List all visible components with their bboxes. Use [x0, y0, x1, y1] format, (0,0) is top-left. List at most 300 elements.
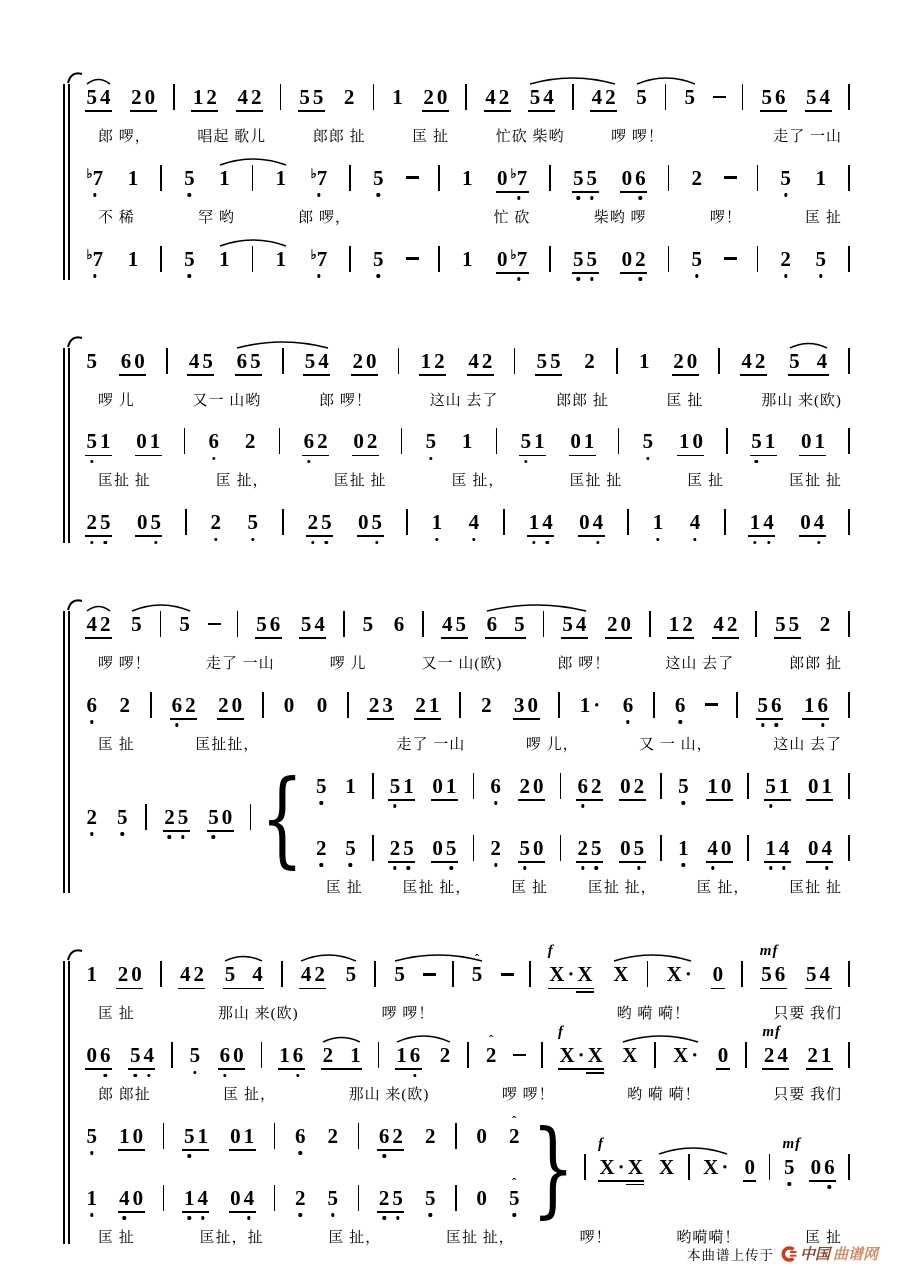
lyric-group: 郎郎 扯 — [789, 656, 842, 672]
note-token — [577, 512, 606, 533]
flat-sign: ♭ — [510, 165, 517, 181]
note-token — [597, 1135, 645, 1179]
note-digit: 0 — [353, 429, 364, 454]
barline — [665, 84, 667, 110]
note-digit: 1 — [192, 85, 204, 109]
lyric-group — [414, 209, 430, 228]
barline — [282, 509, 284, 535]
eighth-underline — [806, 799, 833, 801]
note-digit: 2 — [425, 1123, 436, 1148]
note-digit: 3 — [514, 692, 525, 717]
lyric-group: 那山 来(欧) — [761, 392, 842, 409]
note-token — [798, 431, 827, 452]
note-digit: 1 — [392, 85, 403, 109]
octave-dot — [90, 460, 93, 463]
note-digit: 1 — [651, 512, 665, 533]
eighth-underline — [116, 988, 143, 990]
octave-dot — [193, 1071, 196, 1074]
note-digit: 5 — [304, 348, 316, 373]
note-digit: 4 — [541, 512, 555, 533]
eighth-underline — [619, 861, 646, 863]
note-digit: 2 — [119, 692, 130, 717]
eighth-underline — [170, 718, 197, 720]
octave-dot — [90, 541, 93, 544]
note-digit: 3 — [382, 692, 393, 717]
note-digit: 4 — [442, 612, 453, 636]
octave-dot — [494, 801, 497, 804]
note-digit: ♭7 — [309, 249, 329, 270]
note-token — [117, 1185, 146, 1210]
note-token — [466, 348, 495, 373]
barline — [529, 961, 531, 987]
notes-row — [82, 1109, 524, 1165]
note-digit: 1 — [219, 165, 230, 190]
lyric-group: 郎 啰， — [298, 209, 351, 226]
logo-text-site: 曲谱网 — [832, 1247, 878, 1263]
octave-dot — [90, 832, 93, 835]
note-digit: · — [617, 1154, 625, 1179]
note-digit: 6 — [634, 168, 648, 189]
octave-dot — [787, 1182, 790, 1185]
notes-row — [82, 151, 852, 207]
octave-dot — [377, 193, 380, 196]
note-digit: 1 — [428, 692, 440, 717]
eighth-underline — [367, 718, 394, 720]
note-token — [376, 1123, 405, 1148]
octave-dot — [819, 274, 822, 277]
note-digit: 5 — [677, 776, 691, 797]
octave-dot — [513, 1213, 516, 1216]
note-token — [177, 614, 193, 635]
grand-staff-row — [82, 1106, 852, 1229]
note-token — [206, 804, 235, 829]
barline — [347, 692, 349, 718]
barline — [848, 773, 850, 799]
note-digit: 5 — [550, 348, 561, 373]
note-digit: X — [559, 1043, 575, 1067]
note-digit: 0 — [358, 510, 369, 534]
note-digit: 2 — [85, 512, 99, 533]
note-token — [506, 1174, 522, 1210]
octave-dot — [637, 866, 640, 869]
note-digit: · — [721, 1154, 729, 1179]
eighth-underline — [85, 1068, 112, 1070]
note-token — [571, 246, 600, 271]
note-token — [430, 835, 459, 860]
note-token — [798, 512, 827, 533]
note-digit: 2 — [439, 1043, 451, 1067]
note-digit: 1 — [461, 246, 473, 271]
octave-dot — [577, 196, 580, 199]
note-digit: 6 — [291, 1045, 305, 1066]
barline — [848, 246, 850, 272]
lyric-group: 匡扯 扯 — [333, 473, 387, 490]
note-digit: 4 — [242, 1188, 256, 1209]
note-token — [640, 431, 656, 452]
octave-dot — [646, 457, 649, 460]
note-token — [710, 964, 726, 985]
note-digit: 1 — [182, 1188, 196, 1209]
octave-dot — [247, 1216, 250, 1219]
note-token — [423, 431, 439, 452]
system-content — [82, 943, 852, 1251]
barline — [572, 84, 574, 110]
eighth-underline — [377, 1149, 404, 1151]
barline — [160, 165, 162, 191]
note-digit: 5 — [372, 168, 386, 189]
barline — [848, 1154, 850, 1180]
note-digit: 0 — [131, 962, 142, 987]
note-token — [687, 512, 703, 533]
note-digit: 2 — [673, 348, 684, 373]
note-digit: 0 — [436, 85, 448, 109]
barline — [848, 348, 850, 374]
note-digit: 1 — [461, 429, 473, 454]
note-digit: 2 — [85, 807, 99, 828]
eighth-underline — [805, 110, 832, 112]
eighth-underline — [598, 1180, 644, 1182]
eighth-underline — [712, 637, 739, 639]
note-digit: 4 — [485, 85, 496, 109]
note-token — [479, 692, 495, 717]
note-digit: 0 — [712, 962, 724, 987]
note-token — [84, 1123, 100, 1148]
note-digit: 0 — [533, 835, 544, 860]
note-digit: 0 — [800, 429, 812, 454]
note-token — [84, 692, 100, 717]
note-token — [115, 964, 144, 985]
note-token — [701, 1154, 731, 1179]
lyric-group: 郎 啰！ — [557, 656, 611, 672]
note-digit: 5 — [518, 838, 532, 859]
dynamic-mark: mf — [759, 943, 779, 960]
note-digit: 4 — [688, 512, 702, 533]
lyric-group: 走了 一山 — [205, 656, 275, 672]
barline — [373, 84, 375, 110]
lyric-group — [518, 1005, 534, 1024]
barline — [281, 961, 283, 987]
score — [62, 70, 852, 1273]
note-digit: 2 — [293, 1188, 307, 1209]
eighth-underline — [548, 988, 594, 990]
note-digit: 5 — [775, 612, 786, 636]
note-digit: 6 — [269, 612, 281, 636]
eighth-underline — [299, 637, 326, 639]
note-digit: 2 — [633, 773, 645, 798]
note-digit: 4 — [86, 612, 97, 636]
eighth-underline — [519, 455, 546, 457]
lyrics-row — [82, 1003, 852, 1028]
note-token — [235, 87, 264, 108]
octave-dot — [784, 274, 787, 277]
note-token — [308, 246, 330, 271]
note-token — [162, 804, 191, 829]
note-digit: ♭7 — [509, 249, 529, 270]
note-digit: 2 — [193, 962, 204, 987]
barline — [160, 961, 162, 987]
note-digit: 2 — [819, 612, 831, 636]
lyric-group: 啰 儿 — [329, 656, 367, 672]
note-token — [518, 431, 547, 452]
dynamic-mark: mf — [782, 1135, 802, 1152]
lyric-group: 匡 扯 — [687, 473, 725, 490]
note-token — [636, 348, 652, 373]
octave-dot — [523, 866, 526, 869]
note-token — [418, 348, 447, 373]
barline — [274, 1185, 276, 1211]
barline — [848, 611, 850, 637]
barline — [848, 84, 850, 110]
note-digit: X — [549, 962, 565, 987]
octave-dot — [375, 541, 378, 544]
note-digit: 4 — [237, 85, 248, 109]
octave-dot — [767, 541, 770, 544]
lyric-group: 啰！ — [709, 209, 742, 226]
eighth-underline — [352, 455, 379, 457]
note-digit: 1 — [461, 165, 473, 190]
note-digit: 5 — [116, 807, 130, 828]
note-digit: 2 — [352, 348, 364, 373]
note-digit: 2 ˆ — [508, 1112, 520, 1148]
eighth-underline — [255, 637, 282, 639]
note-digit: 4 — [816, 348, 828, 373]
octave-dot — [429, 1213, 432, 1216]
note-token — [739, 348, 768, 373]
note-digit: 0 — [686, 348, 698, 373]
lyric-group: 匡 扯， — [328, 1229, 382, 1246]
note-digit: 2 — [306, 512, 320, 533]
lyric-group: 唱起 歌儿 — [197, 129, 267, 145]
note-token — [84, 614, 113, 635]
octave-dot — [517, 196, 520, 199]
note-token — [302, 348, 331, 373]
barline — [668, 246, 670, 272]
note-token — [805, 773, 834, 798]
note-digit: 1 — [534, 429, 545, 454]
note-digit: 0 — [744, 1154, 755, 1179]
lyric-group: 哟 嗬 嗬！ — [616, 1006, 691, 1023]
note-token — [298, 614, 327, 635]
barline — [465, 84, 467, 110]
note-token — [459, 246, 475, 271]
octave-dot — [147, 1074, 150, 1077]
note-token — [390, 87, 406, 108]
note-digit: 1 — [527, 512, 541, 533]
barline — [718, 348, 720, 374]
system-content — [82, 334, 852, 552]
note-token — [759, 87, 788, 108]
note-digit: 1 — [677, 838, 691, 859]
lyric-group: 忙 砍 — [493, 209, 531, 226]
note-digit: 5 — [394, 962, 405, 987]
note-digit: 2 — [392, 1123, 403, 1148]
lyrics-row — [82, 390, 852, 415]
note-token — [391, 614, 407, 635]
note-token — [84, 964, 100, 985]
note-digit: 1 — [678, 429, 690, 454]
note-token — [705, 835, 734, 860]
lyric-group: 那山 来(欧) — [217, 1006, 299, 1023]
note-digit: 2 — [519, 773, 531, 798]
lyrics-row — [82, 470, 852, 495]
note-digit: 5 — [789, 348, 800, 373]
barline — [438, 165, 440, 191]
lyric-group: 罕 哟 — [198, 209, 235, 226]
octave-dot — [168, 835, 171, 838]
notes-row — [312, 821, 852, 877]
eighth-underline — [619, 799, 646, 801]
grand-brace-close: } — [531, 1106, 575, 1229]
barline — [616, 348, 618, 374]
note-digit: 0 — [621, 246, 633, 271]
notes-row — [82, 232, 852, 288]
barline — [653, 692, 655, 718]
flat-sign: ♭ — [310, 246, 317, 262]
octave-dot — [154, 541, 157, 544]
note-token — [341, 87, 357, 108]
note-token — [134, 431, 163, 452]
barline — [757, 165, 759, 191]
note-token — [804, 87, 833, 108]
note-token — [273, 165, 289, 190]
note-digit: 2 — [591, 773, 602, 798]
note-digit: 5 — [779, 168, 793, 189]
lyric-group: 啰 啰！ — [501, 1087, 555, 1103]
lyric-group: 走了 一山 — [396, 736, 466, 753]
note-digit: 5 — [782, 1157, 796, 1178]
note-token — [387, 835, 416, 860]
system-3 — [62, 597, 852, 901]
octave-dot — [682, 801, 685, 804]
note-token — [413, 692, 442, 717]
octave-dot — [693, 538, 696, 541]
lyric-group: 又 一 山， — [639, 736, 713, 753]
accent-caret: ˆ — [488, 1032, 494, 1047]
note-token — [682, 87, 698, 108]
dynamic-mark: f — [557, 1024, 564, 1040]
hold-dash — [501, 973, 514, 976]
system-4 — [62, 943, 852, 1251]
note-digit: · — [691, 1043, 699, 1067]
note-digit: 5 — [85, 431, 99, 452]
note-token — [182, 246, 198, 271]
note-token — [495, 165, 530, 190]
note-digit: X — [703, 1154, 719, 1179]
octave-dot — [214, 538, 217, 541]
note-digit: 4 — [300, 962, 312, 987]
system-bracket — [62, 70, 75, 288]
note-digit: 2 — [807, 1043, 818, 1067]
note-digit: 4 — [314, 612, 325, 636]
barline — [145, 804, 147, 830]
lyric-group: 匡 扯 — [805, 209, 842, 226]
note-digit: X — [626, 1157, 644, 1178]
lyric-group: 匡扯 扯 — [98, 473, 151, 490]
hold-dash — [208, 623, 221, 626]
octave-dot — [317, 274, 320, 277]
octave-dot — [298, 1151, 301, 1154]
eighth-underline — [467, 374, 494, 376]
note-token — [292, 1185, 308, 1210]
eighth-underline — [706, 861, 733, 863]
note-digit: 1 — [275, 165, 286, 190]
note-digit: ♭7 — [85, 168, 105, 189]
note-digit: 2 — [606, 612, 618, 636]
octave-dot — [377, 274, 380, 277]
note-digit: 5 — [299, 85, 310, 109]
octave-dot — [93, 193, 96, 196]
lyric-group: 匡 扯 — [98, 1006, 135, 1023]
note-digit: 6 — [774, 962, 786, 987]
grand-staff-row — [82, 756, 852, 879]
barline — [150, 692, 152, 718]
note-token — [320, 1045, 363, 1066]
lyric-group: 匡 扯， — [451, 473, 505, 490]
note-token — [115, 804, 131, 829]
note-token — [301, 431, 330, 452]
note-digit: 2 — [682, 612, 693, 636]
note-token — [129, 87, 158, 108]
note-token — [343, 773, 359, 798]
note-digit: 0 — [316, 692, 328, 717]
note-digit: 6 — [393, 612, 405, 636]
notes-row — [82, 678, 852, 734]
octave-dot — [90, 1151, 93, 1154]
accent-caret: ˆ — [512, 1174, 517, 1190]
note-digit: 4 — [188, 348, 200, 373]
barline — [724, 509, 726, 535]
eighth-underline — [85, 535, 112, 537]
notes-row — [82, 70, 852, 126]
note-token — [582, 348, 598, 373]
note-token — [217, 1045, 246, 1066]
barline — [848, 692, 850, 718]
note-digit: ♭7 — [509, 168, 529, 189]
eighth-underline — [135, 535, 162, 537]
note-digit: 0 — [800, 510, 811, 534]
note-digit: 1 — [803, 692, 815, 717]
note-digit: · — [684, 962, 692, 987]
note-token — [483, 1032, 499, 1067]
lyric-group: 匡扯 扯， — [445, 1229, 515, 1246]
lyric-group: 匡 扯 — [98, 736, 135, 753]
note-digit: 2 — [576, 838, 590, 859]
note-token — [117, 692, 133, 717]
barline — [736, 692, 738, 718]
note-digit: 1 — [279, 1043, 290, 1067]
note-digit: 1 — [764, 429, 776, 454]
note-digit: 5 — [632, 838, 646, 859]
lyric-group: 哟 嗬 嗬！ — [627, 1087, 701, 1103]
note-token — [84, 87, 113, 108]
note-token — [190, 87, 219, 108]
barline — [422, 611, 424, 637]
barline — [726, 428, 728, 454]
lyric-group: 又一 山哟 — [192, 392, 262, 409]
note-token — [459, 165, 475, 190]
note-digit: 6 — [621, 695, 635, 716]
note-digit: 5 — [756, 695, 770, 716]
note-digit: 0 — [497, 246, 508, 271]
eighth-underline — [377, 1211, 404, 1213]
note-token — [620, 692, 636, 717]
octave-dot — [769, 804, 772, 807]
note-digit: 4 — [820, 838, 834, 859]
lyric-group: 啰 啰！ — [98, 656, 151, 672]
note-digit: 4 — [777, 838, 791, 859]
octave-dot — [90, 1213, 93, 1216]
octave-dot — [782, 866, 785, 869]
